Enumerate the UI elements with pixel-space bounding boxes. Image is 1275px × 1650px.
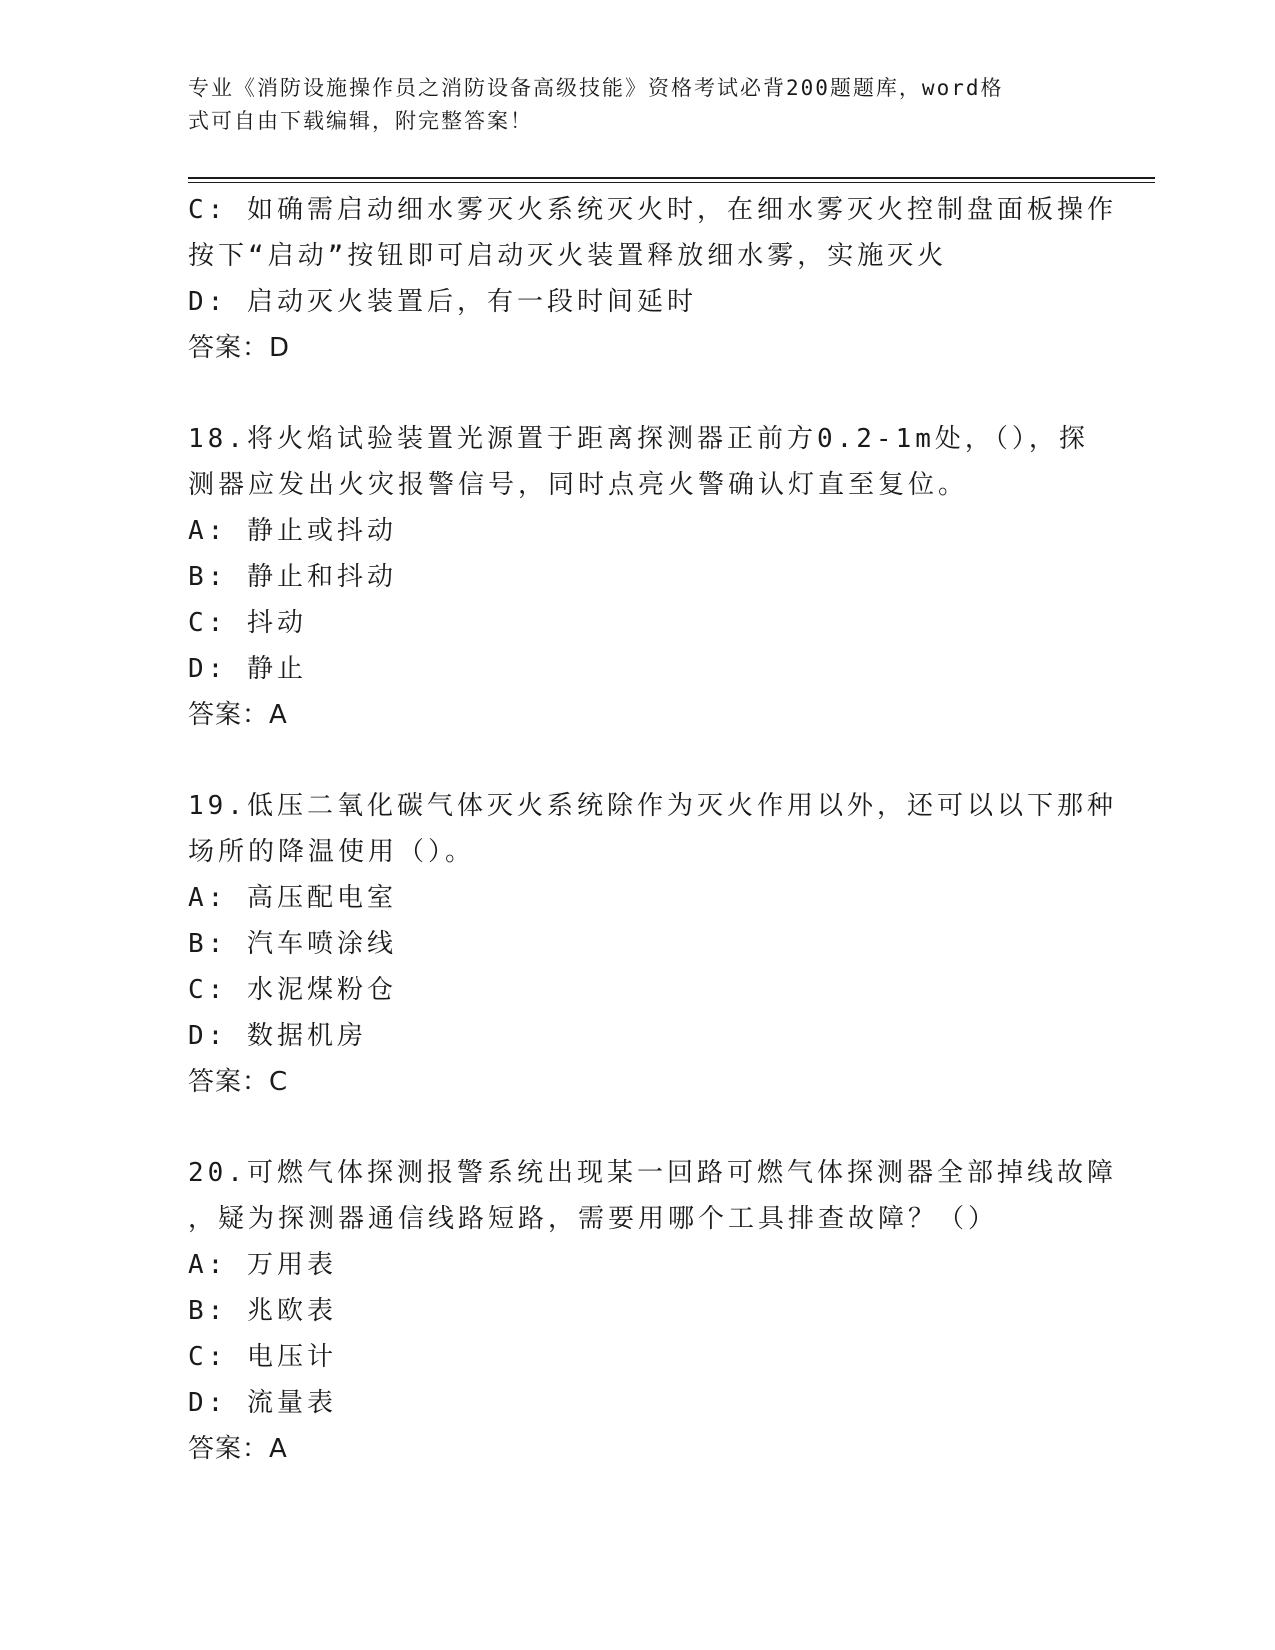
spacer [188,371,1088,416]
option-c: C: 电压计 [188,1342,337,1372]
question-stem: 20.可燃气体探测报警系统出现某一回路可燃气体探测器全部掉线故障 [188,1158,1117,1188]
option-b: B: 兆欧表 [188,1296,337,1326]
question-19 [188,783,1117,1105]
document-header [188,72,1068,138]
option-c: C: 如确需启动细水雾灭火系统灭火时，在细水雾灭火控制盘面板操作 [188,195,1117,225]
header-divider-thick [188,177,1155,179]
question-20 [188,1150,1117,1472]
option-a: A: 万用表 [188,1250,337,1280]
option-b: B: 静止和抖动 [188,562,397,592]
option-d: D: 启动灭火装置后，有一段时间延时 [188,287,697,317]
question-18 [188,416,1088,738]
answer: 答案：D [188,333,291,363]
option-a: A: 高压配电室 [188,883,397,913]
question-stem-continued: 场所的降温使用（）。 [188,837,476,867]
option-b: B: 汽车喷涂线 [188,929,397,959]
question-stem: 19.低压二氧化碳气体灭火系统除作为灭火作用以外，还可以以下那种 [188,791,1117,821]
header-divider-thin [188,182,1155,183]
spacer [188,1105,1088,1150]
header-line-1: 专业《消防设施操作员之消防设备高级技能》资格考试必背200题题库，word格 [188,76,1004,100]
answer: 答案：A [188,700,288,730]
option-a: A: 静止或抖动 [188,516,397,546]
option-d: D: 数据机房 [188,1021,367,1051]
option-c-continued: 按下“启动”按钮即可启动灭火装置释放细水雾，实施灭火 [188,241,948,271]
option-c: C: 抖动 [188,608,307,638]
spacer [188,738,1088,783]
answer: 答案：A [188,1434,288,1464]
question-17-fragment [188,187,1117,371]
option-d: D: 流量表 [188,1388,337,1418]
question-content [188,187,1117,1472]
header-line-2: 式可自由下载编辑，附完整答案！ [188,109,533,133]
option-c: C: 水泥煤粉仓 [188,975,397,1005]
question-stem-continued: 测器应发出火灾报警信号，同时点亮火警确认灯直至复位。 [188,470,969,500]
option-d: D: 静止 [188,654,307,684]
question-stem: 18.将火焰试验装置光源置于距离探测器正前方0.2-1m处，（），探 [188,424,1089,454]
question-stem-continued: ，疑为探测器通信线路短路，需要用哪个工具排查故障？（） [188,1204,999,1234]
answer: 答案：C [188,1067,289,1097]
